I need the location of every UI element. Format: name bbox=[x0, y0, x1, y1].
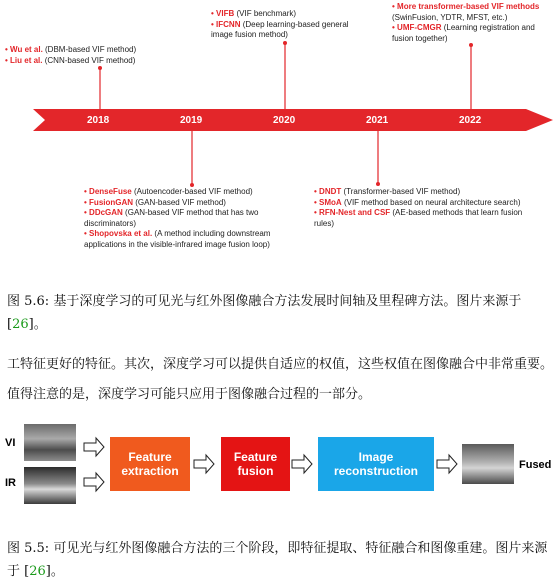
event-item: • RFN-Nest and CSF (AE-based methods that learn fusion rules) bbox=[314, 208, 523, 228]
method-desc: (A method including downstream applications in the visible-infrared image fusion loop) bbox=[84, 229, 271, 249]
stem-dot-2021 bbox=[376, 182, 380, 186]
feature-fusion-box: Feature fusion bbox=[221, 437, 290, 491]
event-item: • UMF-CMGR (Learning registration and fusion together) bbox=[392, 23, 535, 43]
year-label: 2021 bbox=[366, 115, 389, 126]
event-item: • DDcGAN (GAN-based VIF method that has two discriminators) bbox=[84, 208, 259, 228]
arrow-icon bbox=[292, 455, 312, 473]
method-name: Wu et al. bbox=[10, 45, 43, 54]
arrow-icon bbox=[437, 455, 457, 473]
event-item: • DNDT (Transformer-based VIF method) bbox=[314, 187, 461, 196]
method-desc: (CNN-based VIF method) bbox=[42, 55, 136, 65]
method-desc: (GAN-based VIF method) bbox=[133, 197, 226, 207]
event-item: • FusionGAN (GAN-based VIF method) bbox=[84, 197, 226, 207]
ir-label: IR bbox=[5, 477, 16, 489]
figure-caption-timeline: 图 5.6: 基于深度学习的可见光与红外图像融合方法发展时间轴及里程碑方法。图片来源于 [26]。 bbox=[7, 294, 522, 332]
method-name: DenseFuse bbox=[89, 187, 132, 196]
event-group-2021 bbox=[314, 187, 532, 229]
stem-dot-2020 bbox=[283, 41, 287, 45]
feature-extraction-box: Feature extraction bbox=[110, 437, 190, 491]
method-name: SMoA bbox=[319, 197, 342, 207]
event-group-2022 bbox=[392, 2, 556, 44]
fused-label: Fused bbox=[519, 459, 552, 471]
method-name: RFN-Nest and CSF bbox=[319, 208, 391, 217]
event-item: • DenseFuse (Autoencoder-based VIF method) bbox=[84, 187, 253, 196]
method-name: Shopovska et al. bbox=[89, 229, 153, 238]
event-item: • SMoA (VIF method based on neural architecture search) bbox=[314, 197, 521, 207]
event-group-2018 bbox=[5, 45, 185, 66]
body-paragraph: 工特征更好的特征。其次，深度学习可以提供自适应的权值，这些权值在图像融合中非常重要。值得注意的是，深度学习可能只应用于图像融合过程的一部分。 bbox=[7, 357, 554, 402]
method-desc: (Deep learning-based general image fusion method) bbox=[211, 19, 349, 39]
event-item: • Wu et al. (DBM-based VIF method) bbox=[5, 45, 137, 54]
method-desc: (Autoencoder-based VIF method) bbox=[131, 187, 253, 196]
image-reconstruction-box: Image reconstruction bbox=[318, 437, 434, 491]
method-name: DDcGAN bbox=[89, 208, 123, 217]
year-label: 2020 bbox=[273, 115, 296, 126]
year-label: 2018 bbox=[87, 115, 110, 126]
method-desc: (Transformer-based VIF method) bbox=[341, 187, 461, 196]
arrow-icon bbox=[194, 455, 214, 473]
year-label: 2022 bbox=[459, 115, 482, 126]
method-desc: (Learning registration and fusion together) bbox=[392, 23, 535, 43]
event-group-2019 bbox=[84, 187, 306, 250]
event-item: • Liu et al. (CNN-based VIF method) bbox=[5, 55, 136, 65]
method-desc: (SwinFusion, YDTR, MFST, etc.) bbox=[392, 12, 508, 22]
method-name: VIFB bbox=[216, 9, 235, 18]
stem-dot-2018 bbox=[98, 66, 102, 70]
fused-image bbox=[462, 444, 514, 484]
method-name: DNDT bbox=[319, 187, 342, 196]
method-desc: (AE-based methods that learn fusion rules) bbox=[314, 208, 523, 228]
method-name: IFCNN bbox=[216, 19, 241, 29]
event-item: • More transformer-based VIF methods (SwinFusion, YDTR, MFST, etc.) bbox=[392, 2, 540, 22]
event-item: • Shopovska et al. (A method including downstream applications in the visible-infrared image fusion loop) bbox=[84, 229, 271, 249]
year-label: 2019 bbox=[180, 115, 203, 126]
method-name: UMF-CMGR bbox=[397, 23, 442, 32]
method-desc: (VIF benchmark) bbox=[234, 9, 297, 18]
method-name: Liu et al. bbox=[10, 55, 43, 65]
arrow-icon bbox=[84, 438, 104, 456]
event-item: • VIFB (VIF benchmark) bbox=[211, 9, 297, 18]
event-group-2020 bbox=[211, 9, 371, 41]
method-name: More transformer-based VIF methods bbox=[397, 2, 540, 11]
citation-link[interactable]: 26 bbox=[12, 317, 29, 332]
citation-link[interactable]: 26 bbox=[29, 564, 46, 579]
method-name: FusionGAN bbox=[89, 197, 134, 207]
vi-label: VI bbox=[5, 437, 16, 449]
figure-caption-pipeline: 图 5.5: 可见光与红外图像融合方法的三个阶段，即特征提取、特征融合和图像重建。图片来源于 [26]。 bbox=[7, 541, 548, 579]
method-desc: (GAN-based VIF method that has two discriminators) bbox=[84, 208, 259, 228]
event-item: • IFCNN (Deep learning-based general image fusion method) bbox=[211, 19, 349, 39]
method-desc: (DBM-based VIF method) bbox=[42, 45, 137, 54]
method-desc: (VIF method based on neural architecture search) bbox=[341, 197, 521, 207]
arrow-icon bbox=[84, 473, 104, 491]
